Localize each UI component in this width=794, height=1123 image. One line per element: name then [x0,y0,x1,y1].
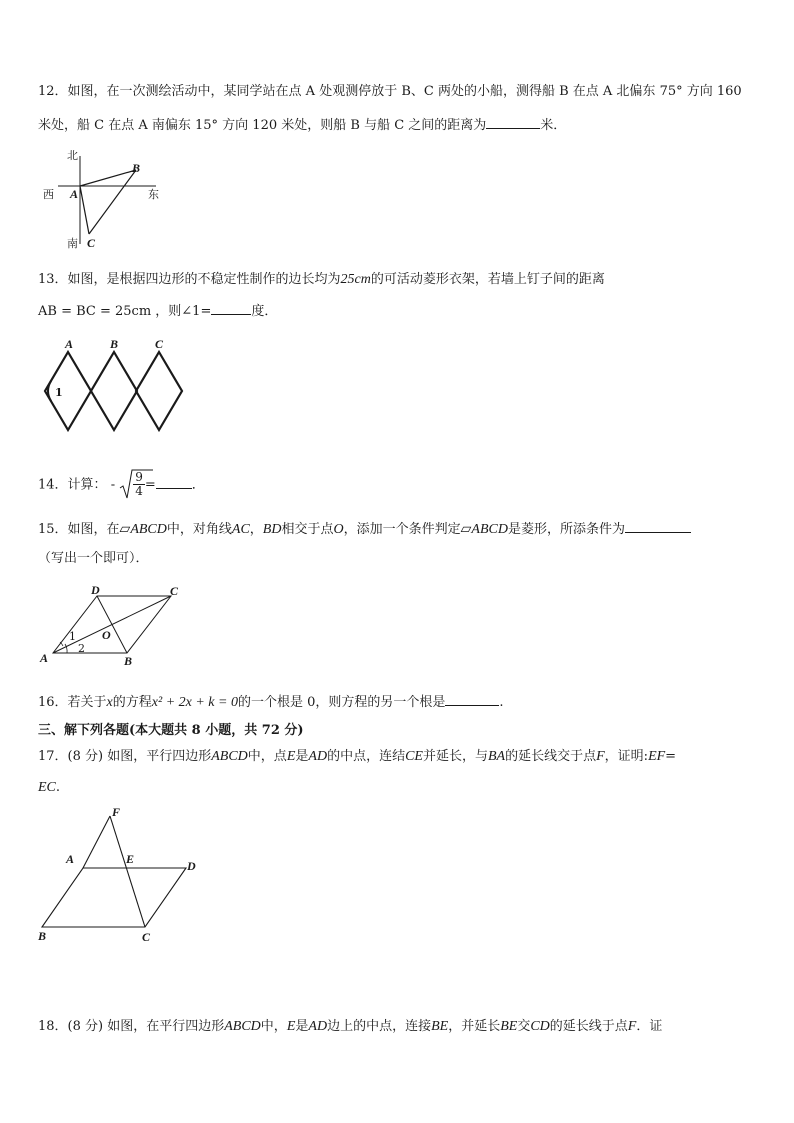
q17-ce: CE [405,749,423,764]
q15-point-c: C [170,584,179,598]
q18-text-g: 的延长线于点 [549,1019,628,1034]
q18-text-e: ，并延长 [448,1019,501,1034]
q13-point-a: A [65,337,74,351]
q15-angle-2: 2 [78,642,85,655]
q18-cd: CD [530,1019,550,1034]
q12-line2 [38,116,566,135]
q14-equals: = [144,477,156,493]
q17-e: E [286,749,296,764]
q15-o: O [333,522,344,537]
q16-equation: x² + 2x + k = 0 [151,695,238,710]
q12-south-label: 南 [67,237,78,250]
q18-text-f: 交 [517,1019,531,1034]
q12-east-label: 东 [148,188,159,201]
q18-line1 [38,1018,662,1036]
q17-ad: AD [308,749,328,764]
q18-abcd: ABCD [224,1019,261,1034]
q13-line2-text: AB = BC = 25cm ，则∠1= [38,304,212,319]
q17-point-f: F [112,805,121,819]
q14-numerator: 9 [135,470,143,484]
q17-text-g: ，证明: [604,749,649,764]
q15-text-c: 相交于点 [281,522,334,537]
q17-text-d: 的中点，连结 [327,749,406,764]
q12-figure [38,146,168,256]
q18-ad: AD [308,1019,328,1034]
q14-line [38,470,205,501]
q15-point-d: D [91,583,100,597]
q15-answer-blank[interactable] [625,520,691,533]
q15-ac: AC [231,522,250,537]
q15-text-b: 中，对角线 [166,522,232,537]
q15-angle-1: 1 [69,630,76,643]
q15-parallelogram-1: ▱ABCD [119,522,167,537]
q16-line [38,693,504,712]
q13-length: 25cm [340,272,371,287]
q17-f: F [596,749,605,764]
q17-ec: EC [38,780,56,795]
q17-text-h: = [665,749,677,764]
q12-line2-end: 米． [540,118,567,133]
q18-text-a: 18．(8 分) 如图，在平行四边形 [38,1019,225,1034]
q13-line2 [38,302,277,321]
q15-line2: （写出一个即可）． [38,551,149,566]
q12-point-c: C [87,236,96,250]
q13-point-b: B [110,337,119,351]
q17-line1 [38,748,676,766]
q17-text-c: 是 [295,749,309,764]
q17-point-b: B [38,929,47,943]
q17-text-a: 17．(8 分) 如图，平行四边形 [38,749,212,764]
q13-point-c: C [155,337,164,351]
q15-comma: ， [249,522,263,537]
q17-figure [38,806,213,946]
q13-line2-end: 度． [251,304,278,319]
q17-ef: EF [648,749,666,764]
q18-be: BE [431,1019,449,1034]
q14-denominator: 4 [135,484,143,498]
q17-line2-end: . [55,780,61,795]
q18-text-h: ．证 [636,1019,663,1034]
q14-minus: - [110,477,116,493]
q16-answer-blank[interactable] [445,693,499,706]
q15-text-d: ，添加一个条件判定 [343,522,461,537]
q13-angle-1: 1 [55,386,63,399]
q17-abcd: ABCD [211,749,248,764]
q15-line1 [38,520,691,539]
q15-text-e: 是菱形，所添条件为 [507,522,625,537]
q17-point-a: A [66,852,75,866]
q12-west-label: 西 [43,188,54,201]
radical-sign-icon [119,468,153,502]
q18-text-d: 边上的中点，连接 [327,1019,432,1034]
q12-line2-text: 米处，船 C 在点 A 南偏东 15° 方向 120 米处，则船 B 与船 C 之间的距离为 [38,118,487,133]
q14-answer-blank[interactable] [156,476,192,489]
q17-text-f: 的延长线交于点 [505,749,597,764]
q16-text-b: 的方程 [112,695,152,710]
q16-var-x: x [106,695,113,710]
q17-ba: BA [487,749,506,764]
q15-text-a: 15．如图，在 [38,522,120,537]
q17-text-b: 中，点 [247,749,287,764]
q16-text-d: . [499,695,504,710]
q18-e: E [286,1019,296,1034]
q17-text-e: 并延长，与 [422,749,488,764]
section-3-heading: 三、解下列各题(本大题共 8 小题，共 72 分) [38,723,304,738]
q12-line1: 12．如图，在一次测绘活动中，某同学站在点 A 处观测停放于 B、C 两处的小船，测得船 B 在点 A 北偏东 75° 方向 160 [38,84,742,99]
q18-text-b: 中， [260,1019,287,1034]
q12-answer-blank[interactable] [486,116,540,129]
q18-be-2: BE [500,1019,518,1034]
q13-figure [38,336,188,436]
q16-text-a: 16．若关于 [38,695,107,710]
q15-parallelogram-2: ▱ABCD [460,522,508,537]
q13-answer-blank[interactable] [211,302,251,315]
q14-sqrt [119,470,145,500]
q13-line1-text-b: 的可活动菱形衣架，若墙上钉子间的距离 [370,272,605,287]
q15-figure [38,582,188,672]
q18-f: F [627,1019,637,1034]
q15-point-o: O [102,628,111,642]
q17-line2 [38,779,60,797]
q13-line1 [38,271,605,289]
q18-text-c: 是 [295,1019,309,1034]
q14-suffix: ． [191,477,205,493]
q15-point-a: A [40,651,49,665]
q12-point-a: A [70,187,79,201]
q16-text-c: 的一个根是 0，则方程的另一个根是 [237,695,446,710]
q15-bd: BD [262,522,282,537]
q17-point-e: E [126,852,135,866]
q17-point-c: C [142,930,151,944]
q13-line1-text-a: 13．如图，是根据四边形的不稳定性制作的边长均为 [38,272,341,287]
q15-point-b: B [124,654,133,668]
q17-point-d: D [187,859,196,873]
q12-north-label: 北 [67,149,78,162]
q14-prefix: 14．计算： [38,477,107,493]
q12-point-b: B [132,161,141,175]
